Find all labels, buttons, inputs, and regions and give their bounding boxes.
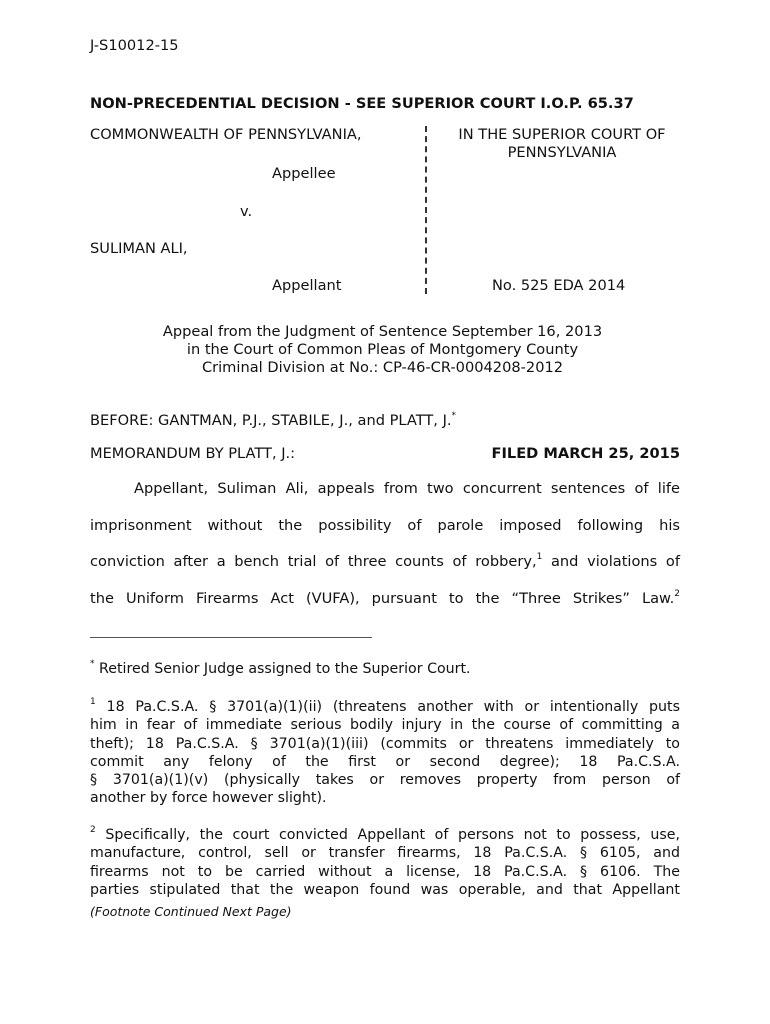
footnote-1-line-5: § 3701(a)(1)(v) (physically takes or removes property from person of — [90, 772, 680, 789]
panel-footnote-marker: * — [451, 411, 457, 421]
footnote-star-line — [90, 660, 680, 678]
footnote-1-line-3: theft); 18 Pa.C.S.A. § 3701(a)(1)(iii) (commits or threatens immediately to — [90, 735, 680, 752]
footnote-2-line-1 — [90, 826, 680, 844]
caption-court — [432, 126, 692, 162]
footnote-1-line-2: him in fear of immediate serious bodily injury in the course of committing a — [90, 717, 680, 734]
appeal-line-1: Appeal from the Judgment of Sentence September 16, 2013 — [162, 323, 603, 340]
footnote-2 — [90, 826, 680, 899]
body-line-4-text: the Uniform Firearms Act (VUFA), pursuant to the “Three Strikes” Law. — [90, 589, 675, 607]
footnote-1-marker: 1 — [90, 697, 96, 707]
caption-plaintiff-role: Appellee — [272, 165, 336, 182]
filed-date: FILED MARCH 25, 2015 — [491, 445, 680, 462]
body-line-2: imprisonment without the possibility of parole imposed following his — [90, 516, 680, 534]
caption-defendant-role: Appellant — [272, 277, 342, 294]
appeal-info — [90, 323, 675, 377]
footnote-1-line-1 — [90, 698, 680, 716]
footnote-1 — [90, 698, 680, 808]
caption-plaintiff: COMMONWEALTH OF PENNSYLVANIA, — [90, 126, 362, 143]
caption-versus: v. — [240, 203, 253, 220]
body-paragraph — [90, 478, 680, 624]
footnote-ref-1: 1 — [536, 552, 543, 562]
appeal-line-3: Criminal Division at No.: CP-46-CR-0004208-2012 — [201, 359, 564, 376]
footnote-2-line-1-text: Specifically, the court convicted Appellant of persons not to possess, use, — [95, 827, 680, 843]
caption-divider — [425, 126, 427, 294]
body-line-4 — [90, 588, 680, 625]
body-line-3-text-a: conviction after a bench trial of three counts of robbery, — [90, 553, 537, 570]
footnote-2-marker: 2 — [90, 825, 96, 835]
footnote-separator — [90, 637, 372, 638]
footnote-continued-note: (Footnote Continued Next Page) — [90, 904, 292, 919]
body-line-3-text-b: and violations of — [542, 553, 680, 570]
document-id: J-S10012-15 — [90, 37, 179, 54]
memorandum-author: MEMORANDUM BY PLATT, J.: — [90, 445, 296, 462]
docket-number: No. 525 EDA 2014 — [492, 277, 626, 294]
appeal-line-2: in the Court of Common Pleas of Montgomery County — [186, 341, 579, 358]
court-line-2: PENNSYLVANIA — [507, 144, 617, 161]
footnote-star-text: Retired Senior Judge assigned to the Superior Court. — [94, 661, 471, 677]
footnote-2-line-4: parties stipulated that the weapon found was operable, and that Appellant — [90, 881, 680, 898]
footnote-1-line-4: commit any felony of the first or second degree); 18 Pa.C.S.A. — [90, 753, 680, 770]
panel-judges: BEFORE: GANTMAN, P.J., STABILE, J., and PLATT, J. — [90, 412, 452, 429]
footnote-ref-2: 2 — [674, 588, 680, 599]
footnote-star — [90, 660, 680, 678]
body-line-1: Appellant, Suliman Ali, appeals from two concurrent sentences of life — [134, 480, 680, 497]
panel-line — [90, 412, 456, 430]
caption-defendant: SULIMAN ALI, — [90, 240, 188, 257]
footnote-2-line-2: manufacture, control, sell or transfer firearms, 18 Pa.C.S.A. § 6105, and — [90, 845, 680, 862]
footnote-star-marker: * — [90, 659, 95, 669]
body-line-3 — [90, 551, 680, 588]
decision-heading: NON-PRECEDENTIAL DECISION - SEE SUPERIOR COURT I.O.P. 65.37 — [90, 95, 634, 112]
footnote-2-line-3: firearms not to be carried without a license, 18 Pa.C.S.A. § 6106. The — [90, 863, 680, 880]
footnote-1-line-1-text: 18 Pa.C.S.A. § 3701(a)(1)(ii) (threatens another with or intentionally puts — [95, 699, 680, 715]
footnote-1-line-6: another by force however slight). — [90, 790, 327, 807]
court-line-1: IN THE SUPERIOR COURT OF — [458, 126, 666, 143]
